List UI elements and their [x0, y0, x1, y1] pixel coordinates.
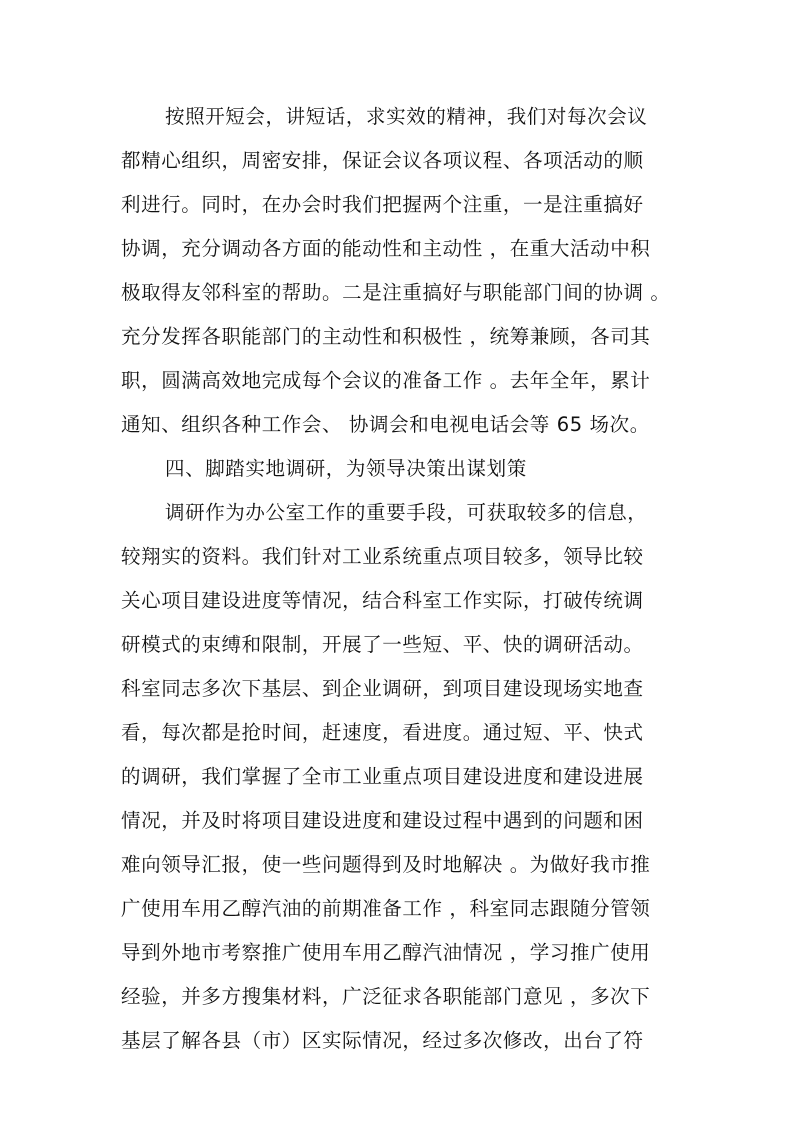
paragraph-line: 情况，并及时将项目建设进度和建设过程中遇到的问题和困 [121, 809, 644, 832]
paragraph-line: 较翔实的资料。我们针对工业系统重点项目较多，领导比较 [121, 545, 644, 568]
paragraph-line: 职，圆满高效地完成每个会议的准备工作 。去年全年，累计 [121, 369, 651, 392]
paragraph-line: 导到外地市考察推广使用车用乙醇汽油情况 ，学习推广使用 [121, 941, 651, 964]
paragraph-line: 难向领导汇报，使一些问题得到及时地解决 。为做好我市推 [121, 853, 651, 876]
paragraph-line: 基层了解各县（市）区实际情况，经过多次修改，出台了符 [121, 1029, 644, 1052]
paragraph-line: 关心项目建设进度等情况，结合科室工作实际，打破传统调 [121, 589, 644, 612]
paragraph-line: 按照开短会，讲短话，求实效的精神，我们对每次会议 [165, 105, 648, 128]
section-heading: 四、脚踏实地调研，为领导决策出谋划策 [165, 457, 527, 480]
paragraph-line: 看，每次都是抢时间，赶速度，看进度。通过短、平、快式 [121, 721, 644, 744]
paragraph-line: 协调，充分调动各方面的能动性和主动性 ，在重大活动中积 [121, 237, 651, 260]
paragraph-line: 研模式的束缚和限制，开展了一些短、平、快的调研活动。 [121, 633, 644, 656]
paragraph-line: 充分发挥各职能部门的主动性和积极性 ，统筹兼顾，各司其 [121, 325, 651, 348]
paragraph-line: 极取得友邻科室的帮助。二是注重搞好与职能部门间的协调 。 [121, 281, 671, 304]
paragraph-line: 通知、组织各种工作会、 协调会和电视电话会等 65 场次。 [121, 413, 650, 436]
paragraph-line: 科室同志多次下基层、到企业调研，到项目建设现场实地查 [121, 677, 644, 700]
paragraph-line: 的调研，我们掌握了全市工业重点项目建设进度和建设进展 [121, 765, 644, 788]
paragraph-line: 利进行。同时，在办会时我们把握两个注重，一是注重搞好 [121, 193, 644, 216]
paragraph-line: 广使用车用乙醇汽油的前期准备工作 ，科室同志跟随分管领 [121, 897, 651, 920]
paragraph-line: 调研作为办公室工作的重要手段，可获取较多的信息， [165, 501, 648, 524]
paragraph-line: 都精心组织，周密安排，保证会议各项议程、各项活动的顺 [121, 149, 644, 172]
paragraph-line: 经验，并多方搜集材料，广泛征求各职能部门意见 ，多次下 [121, 985, 651, 1008]
